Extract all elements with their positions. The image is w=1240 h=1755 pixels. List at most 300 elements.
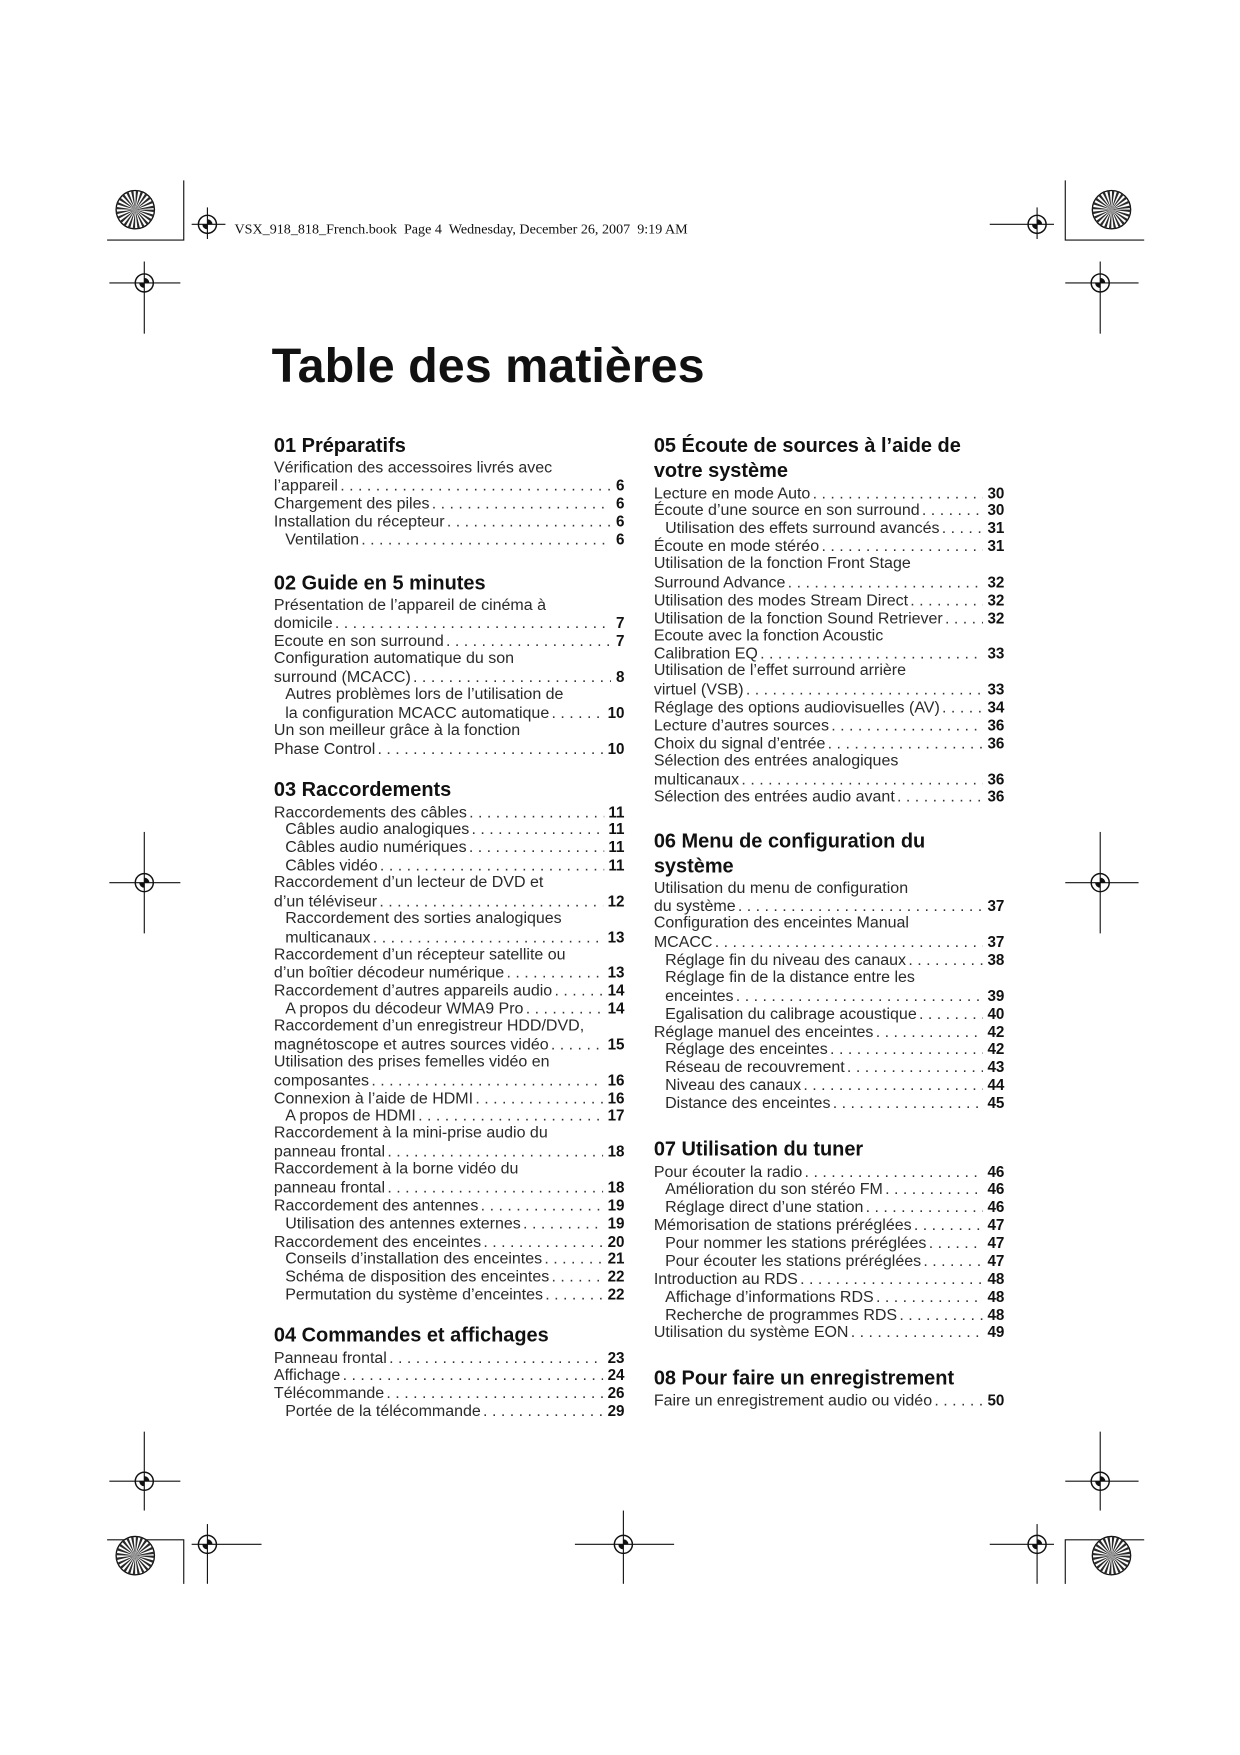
- toc-subentry[interactable]: [274, 1286, 625, 1304]
- page-number: 32: [987, 591, 1005, 609]
- toc-entry-text: Affichage: [273, 1366, 341, 1385]
- page-number: 23: [607, 1348, 625, 1366]
- toc-entry-line: [654, 1216, 1005, 1234]
- page-number: 48: [987, 1288, 1005, 1305]
- page-number: 11: [608, 856, 625, 874]
- toc-entry-text: Télécommande: [273, 1384, 385, 1403]
- toc-entry-line: [654, 1095, 1005, 1113]
- section-entries: [274, 597, 625, 758]
- section-heading: [274, 570, 625, 595]
- toc-entry-text: Utilisation des prises femelles vidéo en: [273, 1052, 550, 1071]
- toc-entry[interactable]: [654, 1216, 1005, 1234]
- toc-subentry[interactable]: [654, 1059, 1005, 1077]
- toc-entry-text: Raccordement des antennes: [273, 1196, 479, 1215]
- dot-leader: [914, 1218, 983, 1236]
- toc-subentry[interactable]: [654, 969, 1005, 1005]
- toc-entry[interactable]: [654, 502, 1005, 520]
- toc-subentry[interactable]: [654, 1095, 1005, 1113]
- page-number: 6: [616, 495, 625, 513]
- toc-entry-text: Raccordement d’un enregistreur HDD/DVD,: [273, 1016, 585, 1035]
- toc-entry-line: [654, 987, 1005, 1005]
- toc-entry-text: Schéma de disposition des enceintes: [285, 1268, 550, 1287]
- registration-mark-bottom-center: [575, 1511, 674, 1584]
- toc-entry-line: [654, 627, 1005, 645]
- registration-mark-bottom-right: [990, 1524, 1054, 1584]
- dot-leader: [899, 1307, 983, 1325]
- toc-entry-line: [654, 717, 1005, 735]
- toc-entry-line: [274, 668, 625, 686]
- section-heading: [654, 829, 1005, 879]
- dot-leader: [830, 1042, 983, 1060]
- toc-entry-text: virtuel (VSB): [653, 681, 744, 700]
- toc-entry-line: [274, 597, 625, 615]
- toc-entry-text: Affichage d’informations RDS: [665, 1288, 874, 1307]
- section-06: [654, 829, 1005, 1113]
- page-number: 40: [987, 1005, 1005, 1023]
- toc-entry[interactable]: [274, 495, 625, 513]
- dot-leader: [371, 1073, 603, 1091]
- page-number: 47: [987, 1234, 1005, 1252]
- toc-entry-line: [654, 788, 1005, 806]
- dot-leader: [919, 1006, 983, 1024]
- toc-entry[interactable]: [274, 513, 625, 531]
- page-number: 48: [987, 1270, 1005, 1288]
- page-number: 34: [987, 698, 1005, 716]
- page-number: 18: [607, 1143, 625, 1161]
- toc-subentry[interactable]: [654, 1041, 1005, 1059]
- toc-entry-line: [654, 484, 1005, 502]
- toc-entry-text: Réglage fin du niveau des canaux: [665, 951, 907, 970]
- toc-subentry[interactable]: [274, 1000, 625, 1018]
- dot-leader: [942, 521, 983, 539]
- dot-leader: [885, 1182, 983, 1200]
- dot-leader: [910, 593, 983, 611]
- dot-leader: [389, 1350, 603, 1368]
- dot-leader: [469, 840, 604, 858]
- toc-entry[interactable]: [274, 597, 625, 633]
- toc-entry-line: [654, 663, 1005, 681]
- toc-entry-text: Vérification des accessoires livrés avec: [273, 458, 553, 477]
- toc-entry[interactable]: [274, 1161, 625, 1197]
- dot-leader: [800, 1271, 983, 1289]
- toc-subentry[interactable]: [274, 686, 625, 722]
- dot-leader: [934, 1393, 983, 1411]
- toc-entry-text: Introduction au RDS: [653, 1270, 798, 1289]
- toc-subentry[interactable]: [274, 839, 625, 857]
- toc-entry[interactable]: [654, 916, 1005, 952]
- section-heading-line: 04 Commandes et affichages: [273, 1323, 549, 1346]
- toc-entry-text: Utilisation de la fonction Front Stage: [653, 554, 911, 573]
- toc-entry-text: Ventilation: [285, 530, 360, 549]
- page-number: 45: [987, 1094, 1005, 1112]
- page-number: 26: [607, 1384, 625, 1402]
- toc-entry-text: Panneau frontal: [273, 1348, 387, 1367]
- toc-entry-line: [274, 964, 625, 982]
- page-number: 46: [987, 1162, 1005, 1180]
- toc-entry-line: [654, 735, 1005, 753]
- toc-entry-text: Utilisation des modes Stream Direct: [653, 591, 909, 610]
- toc-subentry[interactable]: [274, 911, 625, 947]
- toc-entry[interactable]: [654, 1392, 1005, 1410]
- toc-entry-text: composantes: [273, 1071, 370, 1090]
- starburst-mark-bottom-left: [116, 1536, 154, 1574]
- toc-entry-line: [654, 916, 1005, 934]
- toc-entry-line: [274, 495, 625, 513]
- dot-leader: [847, 1060, 983, 1078]
- toc-subentry[interactable]: [654, 1199, 1005, 1217]
- toc-entry[interactable]: [654, 753, 1005, 789]
- toc-entry[interactable]: [654, 1023, 1005, 1041]
- toc-entry[interactable]: [654, 609, 1005, 627]
- toc-entry-text: A propos du décodeur WMA9 Pro: [285, 1000, 524, 1019]
- toc-entry[interactable]: [274, 1367, 625, 1385]
- toc-subentry[interactable]: [274, 857, 625, 875]
- toc-entry-text: Un son meilleur grâce à la fonction: [273, 721, 521, 740]
- toc-subentry[interactable]: [274, 531, 625, 549]
- toc-entry-line: [274, 704, 625, 722]
- toc-entry-text: Egalisation du calibrage acoustique: [665, 1005, 917, 1024]
- page-number: 46: [987, 1180, 1005, 1198]
- toc-subentry[interactable]: [274, 1402, 625, 1420]
- page-number: 16: [607, 1071, 625, 1089]
- dot-leader: [851, 1325, 983, 1343]
- toc-entry-line: [274, 1233, 625, 1251]
- page-number: 6: [616, 530, 625, 548]
- dot-leader: [523, 1216, 603, 1234]
- toc-subentry[interactable]: [654, 1005, 1005, 1023]
- dot-leader: [343, 1368, 603, 1386]
- dot-leader: [472, 822, 604, 840]
- toc-entry-text: multicanaux: [653, 770, 740, 789]
- page-number: 11: [608, 803, 625, 821]
- toc-entry-text: d’un téléviseur: [273, 892, 378, 911]
- toc-entry-text: Configuration des enceintes Manual: [653, 914, 909, 933]
- starburst-mark-bottom-right: [1092, 1536, 1130, 1574]
- page-number: 21: [607, 1250, 625, 1268]
- toc-entry[interactable]: [274, 1349, 625, 1367]
- toc-entry-text: l’appareil: [273, 477, 338, 496]
- registration-mark-right-lower: [1065, 1432, 1138, 1511]
- toc-entry-line: [654, 538, 1005, 556]
- toc-entry[interactable]: [274, 982, 625, 1000]
- page-number: 48: [987, 1305, 1005, 1323]
- toc-entry-text: Raccordement d’un lecteur de DVD et: [273, 873, 544, 892]
- toc-entry-line: [654, 1005, 1005, 1023]
- toc-entry-text: Écoute d’une source en son surround: [653, 502, 920, 521]
- toc-entry-text: MCACC: [653, 933, 713, 952]
- toc-entry-text: Réglage des options audiovisuelles (AV): [653, 698, 940, 717]
- toc-entry-line: [274, 1215, 625, 1233]
- toc-entry-text: enceintes: [665, 987, 734, 1006]
- toc-subentry[interactable]: [274, 1268, 625, 1286]
- toc-entry[interactable]: [274, 633, 625, 651]
- section-entries: [274, 1349, 625, 1421]
- toc-entry-line: [654, 1077, 1005, 1095]
- page-number: 11: [608, 838, 625, 856]
- dot-leader: [813, 485, 983, 503]
- toc-entry[interactable]: [274, 1233, 625, 1251]
- section-heading-line: 08 Pour faire un enregistrement: [653, 1366, 955, 1389]
- dot-leader: [736, 988, 983, 1006]
- page-number: 31: [987, 537, 1005, 555]
- section-heading: [274, 433, 625, 458]
- toc-entry-line: [274, 946, 625, 964]
- page-number: 36: [987, 734, 1005, 752]
- toc-entry-line: [274, 928, 625, 946]
- registration-mark-top-right: [990, 207, 1054, 239]
- toc-entry-text: Distance des enceintes: [665, 1094, 831, 1113]
- toc-entry[interactable]: [654, 484, 1005, 502]
- toc-entry-text: Mémorisation de stations préréglées: [653, 1216, 912, 1235]
- section-heading: [274, 1322, 625, 1347]
- toc-entry-line: [654, 1059, 1005, 1077]
- section-heading: [654, 1136, 1005, 1161]
- toc-entry-line: [274, 686, 625, 704]
- toc-entry-line: [274, 1268, 625, 1286]
- toc-entry[interactable]: [654, 717, 1005, 735]
- toc-entry-text: Utilisation des effets surround avancés: [665, 519, 940, 538]
- toc-entry[interactable]: [654, 663, 1005, 699]
- dot-leader: [805, 1164, 983, 1182]
- toc-entry[interactable]: [654, 627, 1005, 663]
- page-number: 7: [616, 614, 625, 632]
- toc-entry[interactable]: [274, 1385, 625, 1403]
- page-number: 17: [607, 1107, 625, 1125]
- toc-entry-text: Sélection des entrées audio avant: [653, 788, 895, 807]
- toc-entry-text: Câbles vidéo: [285, 856, 378, 875]
- section-heading-line: 01 Préparatifs: [273, 434, 406, 457]
- dot-leader: [929, 1235, 983, 1253]
- section-03: [274, 777, 625, 1305]
- toc-entry[interactable]: [274, 722, 625, 758]
- dot-leader: [432, 496, 612, 514]
- toc-entry-line: [654, 699, 1005, 717]
- toc-entry-text: Pour écouter les stations préréglées: [665, 1252, 922, 1271]
- page-number: 29: [607, 1402, 625, 1420]
- toc-entry-line: [274, 1018, 625, 1036]
- toc-entry[interactable]: [654, 880, 1005, 916]
- toc-entry-text: d’un boîtier décodeur numérique: [273, 964, 505, 983]
- toc-entry-text: Utilisation de l’effet surround arrière: [653, 661, 906, 681]
- toc-entry[interactable]: [274, 1018, 625, 1054]
- toc-entry-line: [274, 1036, 625, 1054]
- section-heading: [274, 777, 625, 802]
- toc-entry[interactable]: [654, 788, 1005, 806]
- toc-entry-text: Installation du récepteur: [273, 513, 445, 532]
- toc-subentry[interactable]: [654, 1077, 1005, 1095]
- toc-entry-line: [654, 520, 1005, 538]
- toc-entry-line: [274, 1286, 625, 1304]
- toc-entry-text: Réglage fin de la distance entre les: [665, 968, 915, 987]
- toc-entry-line: [274, 1054, 625, 1072]
- toc-entry-line: [654, 1163, 1005, 1181]
- registration-mark-left-upper: [109, 262, 180, 334]
- toc-entry-text: du système: [653, 897, 736, 916]
- page-number: 6: [616, 477, 625, 495]
- toc-entry-line: [274, 1143, 625, 1161]
- toc-entry-line: [654, 1324, 1005, 1342]
- section-01: [274, 433, 625, 549]
- toc-entry[interactable]: [654, 592, 1005, 610]
- page-number: 20: [607, 1232, 625, 1250]
- section-heading-line: votre système: [653, 458, 788, 482]
- toc-entry[interactable]: [274, 1090, 625, 1108]
- toc-entry[interactable]: [274, 875, 625, 911]
- toc-entry-text: magnétoscope et autres sources vidéo: [273, 1035, 549, 1054]
- toc-subentry[interactable]: [654, 1181, 1005, 1199]
- page-title: Table des matières: [271, 339, 705, 394]
- toc-entry-text: la configuration MCACC automatique: [285, 704, 550, 723]
- toc-entry-text: Présentation de l’appareil de cinéma à: [273, 595, 546, 614]
- toc-entry-line: [654, 1041, 1005, 1059]
- toc-entry-text: Surround Advance: [653, 573, 786, 592]
- toc-entry-line: [654, 556, 1005, 574]
- toc-entry[interactable]: [654, 699, 1005, 717]
- toc-entry[interactable]: [654, 1163, 1005, 1181]
- toc-entry-text: Réglage manuel des enceintes: [653, 1023, 874, 1042]
- toc-entry-text: Faire un enregistrement audio ou vidéo: [653, 1391, 933, 1410]
- page-number: 16: [607, 1089, 625, 1107]
- dot-leader: [715, 935, 983, 953]
- toc-subentry[interactable]: [654, 1288, 1005, 1306]
- toc-subentry[interactable]: [274, 821, 625, 839]
- toc-entry-text: Pour nommer les stations préréglées: [665, 1234, 927, 1253]
- toc-subentry[interactable]: [654, 1234, 1005, 1252]
- page-number: 19: [607, 1196, 625, 1214]
- toc-entry-line: [274, 803, 625, 821]
- section-heading: [654, 1365, 1005, 1390]
- toc-entry[interactable]: [274, 1125, 625, 1161]
- toc-entry-text: Lecture d’autres sources: [653, 716, 829, 735]
- page-number: 44: [987, 1076, 1005, 1094]
- section-04: [274, 1322, 625, 1420]
- dot-leader: [551, 1037, 603, 1055]
- toc-subentry[interactable]: [654, 951, 1005, 969]
- toc-entry-text: Raccordements des câbles: [273, 803, 467, 822]
- toc-entry-text: Écoute en mode stéréo: [653, 537, 820, 556]
- dot-leader: [922, 503, 983, 521]
- section-heading-line: 05 Écoute de sources à l’aide de: [653, 434, 961, 457]
- toc-entry-line: [274, 1107, 625, 1125]
- page-number: 15: [607, 1035, 625, 1053]
- toc-entry-line: [654, 609, 1005, 627]
- section-heading-line: 06 Menu de configuration du: [653, 829, 926, 853]
- toc-entry-text: Réseau de recouvrement: [665, 1058, 845, 1077]
- toc-subentry[interactable]: [274, 1215, 625, 1233]
- toc-entry-line: [274, 857, 625, 875]
- toc-entry-text: Autres problèmes lors de l’utilisation de: [285, 685, 564, 704]
- toc-entry-line: [654, 1234, 1005, 1252]
- section-heading-line: 03 Raccordements: [273, 777, 452, 801]
- toc-entry-line: [274, 982, 625, 1000]
- file-header: VSX_918_818_French.book Page 4 Wednesday, December 26, 2007 9:19 AM: [234, 220, 688, 237]
- page-number: 30: [987, 484, 1005, 502]
- toc-entry-line: [274, 615, 625, 633]
- toc-subentry[interactable]: [654, 1306, 1005, 1324]
- starburst-mark-top-right: [1092, 191, 1130, 229]
- toc-entry-text: surround (MCACC): [273, 668, 411, 687]
- toc-entry-text: Utilisation de la fonction Sound Retriever: [653, 609, 943, 628]
- section-02: [274, 570, 625, 758]
- page-number: 13: [607, 928, 625, 946]
- toc-entry-line: [654, 1392, 1005, 1410]
- dot-leader: [373, 930, 603, 948]
- toc-entry[interactable]: [274, 459, 625, 495]
- dot-leader: [833, 1096, 983, 1114]
- page-number: 47: [987, 1216, 1005, 1234]
- toc-entry[interactable]: [274, 946, 625, 982]
- toc-entry-line: [274, 1349, 625, 1367]
- page-number: 46: [987, 1198, 1005, 1216]
- dot-leader: [386, 1386, 603, 1404]
- toc-entry-text: Ecoute avec la fonction Acoustic: [653, 626, 884, 645]
- toc-entry-text: Raccordement des enceintes: [273, 1232, 482, 1251]
- dot-leader: [469, 804, 604, 822]
- dot-leader: [554, 983, 603, 1001]
- toc-entry-text: Réglage direct d’une station: [665, 1198, 864, 1217]
- toc-entry-text: Connexion à l’aide de HDMI: [273, 1089, 474, 1108]
- toc-entry-line: [274, 740, 625, 758]
- toc-entry-line: [654, 502, 1005, 520]
- toc-entry-text: Lecture en mode Auto: [653, 484, 811, 503]
- toc-entry[interactable]: [274, 1054, 625, 1090]
- dot-leader: [544, 1252, 603, 1270]
- toc-entry-line: [654, 1288, 1005, 1306]
- toc-entry-line: [274, 911, 625, 929]
- toc-entry[interactable]: [654, 538, 1005, 556]
- page-number: 13: [607, 964, 625, 982]
- toc-entry[interactable]: [274, 1197, 625, 1215]
- toc-entry-line: [654, 934, 1005, 952]
- dot-leader: [481, 1198, 603, 1216]
- toc-entry-line: [274, 839, 625, 857]
- toc-subentry[interactable]: [654, 520, 1005, 538]
- registration-mark-top-left: [192, 207, 226, 239]
- toc-entry[interactable]: [654, 1270, 1005, 1288]
- toc-entry-text: Phase Control: [273, 740, 376, 759]
- page-number: 36: [987, 716, 1005, 734]
- toc-entry[interactable]: [654, 1324, 1005, 1342]
- registration-mark-right-middle: [1065, 832, 1138, 933]
- toc-subentry[interactable]: [274, 1251, 625, 1269]
- toc-subentry[interactable]: [654, 1252, 1005, 1270]
- toc-entry-line: [654, 880, 1005, 898]
- toc-entry-text: Raccordement d’autres appareils audio: [273, 982, 553, 1001]
- toc-entry-line: [654, 951, 1005, 969]
- section-heading-line: système: [653, 854, 734, 878]
- toc-entry[interactable]: [654, 735, 1005, 753]
- page-number: 31: [987, 519, 1005, 537]
- registration-mark-right-upper: [1065, 262, 1138, 334]
- page-number: 49: [987, 1323, 1005, 1341]
- section-heading-line: 02 Guide en 5 minutes: [273, 571, 486, 595]
- toc-subentry[interactable]: [274, 1107, 625, 1125]
- toc-entry-line: [274, 1000, 625, 1018]
- toc-entry-text: Choix du signal d’entrée: [653, 734, 826, 753]
- registration-mark-left-middle: [109, 832, 180, 933]
- page-number: 32: [987, 573, 1005, 591]
- page-number: 18: [607, 1178, 625, 1196]
- toc-entry-text: Amélioration du son stéréo FM: [665, 1180, 883, 1199]
- toc-entry-text: A propos de HDMI: [285, 1107, 416, 1126]
- section-entries: [274, 459, 625, 548]
- section-07: [654, 1136, 1005, 1341]
- toc-entry-text: Niveau des canaux: [665, 1076, 802, 1095]
- page-number: 43: [987, 1058, 1005, 1076]
- toc-entry[interactable]: [654, 556, 1005, 592]
- toc-entry[interactable]: [274, 803, 625, 821]
- toc-entry[interactable]: [274, 651, 625, 687]
